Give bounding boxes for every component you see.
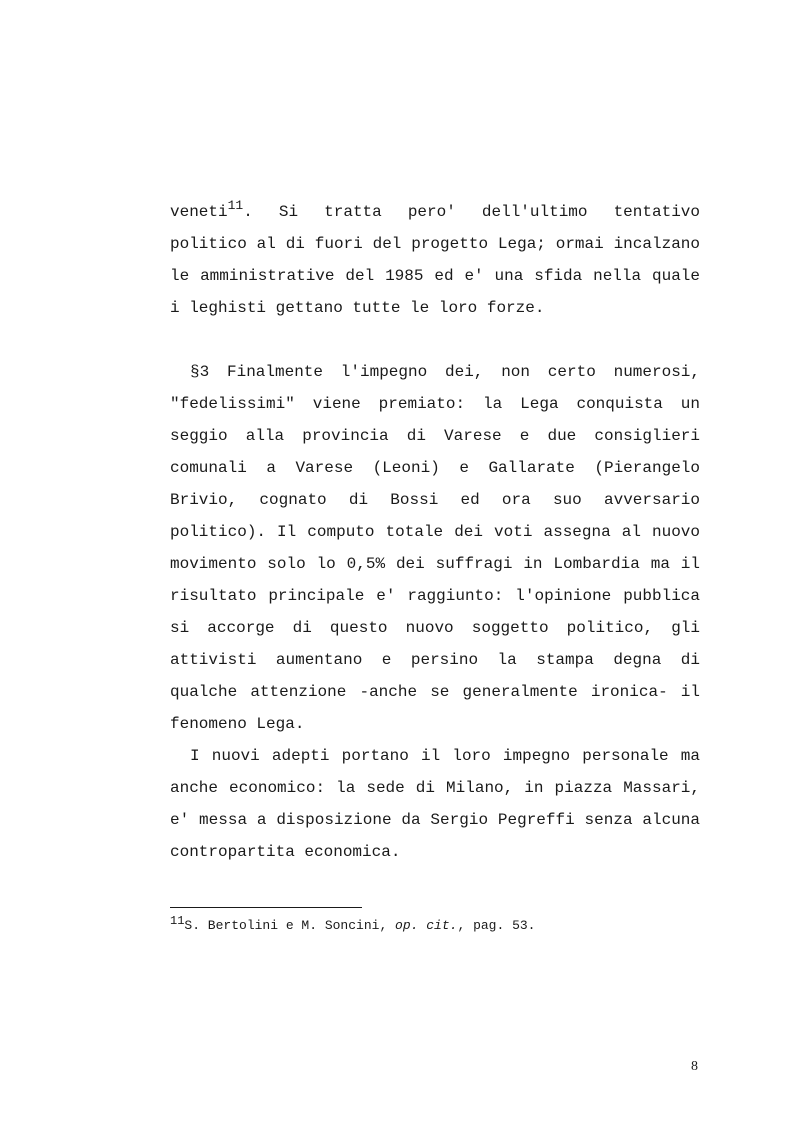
- text-line: e' messa a disposizione da Sergio Pegreffi senza alcuna: [170, 811, 700, 829]
- text-line: fenomeno Lega.: [170, 715, 305, 733]
- paragraph-3: [170, 740, 700, 868]
- page-number: 8: [691, 1059, 698, 1074]
- text-line: qualche attenzione -anche se generalmente ironica- il: [170, 683, 700, 701]
- text-line: anche economico: la sede di Milano, in piazza Massari,: [170, 779, 700, 797]
- footnote-separator: [170, 907, 362, 908]
- paragraph-2: [170, 356, 700, 740]
- footnote-page: , pag. 53.: [457, 918, 536, 933]
- text-line: le amministrative del 1985 ed e' una sfida nella quale: [170, 267, 700, 285]
- text-line: si accorge di questo nuovo soggetto politico, gli: [170, 619, 700, 637]
- footnote: [170, 916, 700, 936]
- line-text: . Si tratta pero' dell'ultimo tentativo: [243, 203, 700, 221]
- footnote-reference: 11: [227, 198, 244, 213]
- text-line: politico al di fuori del progetto Lega; ormai incalzano: [170, 235, 700, 253]
- footnote-number: 11: [170, 914, 185, 928]
- text-line: I nuovi adepti portano il loro impegno personale ma: [190, 747, 700, 765]
- text-line: movimento solo lo 0,5% dei suffragi in Lombardia ma il: [170, 555, 700, 573]
- text-line: [170, 196, 700, 228]
- footnote-authors: S. Bertolini e M. Soncini,: [184, 918, 396, 933]
- paragraph-1: [170, 196, 700, 324]
- text-line: politico). Il computo totale dei voti assegna al nuovo: [170, 523, 700, 541]
- text-line: risultato principale e' raggiunto: l'opinione pubblica: [170, 587, 700, 605]
- text-line: Brivio, cognato di Bossi ed ora suo avversario: [170, 491, 700, 509]
- text-line: comunali a Varese (Leoni) e Gallarate (Pierangelo: [170, 459, 700, 477]
- footnote-citation: op. cit.: [395, 918, 458, 933]
- text-line: "fedelissimi" viene premiato: la Lega conquista un: [170, 395, 700, 413]
- text-line: attivisti aumentano e persino la stampa degna di: [170, 651, 700, 669]
- section-heading-line: §3 Finalmente l'impegno dei, non certo numerosi,: [190, 363, 700, 381]
- text-line: contropartita economica.: [170, 843, 401, 861]
- text-line: i leghisti gettano tutte le loro forze.: [170, 299, 545, 317]
- text-line: seggio alla provincia di Varese e due consiglieri: [170, 427, 700, 445]
- line-text: veneti: [170, 203, 228, 221]
